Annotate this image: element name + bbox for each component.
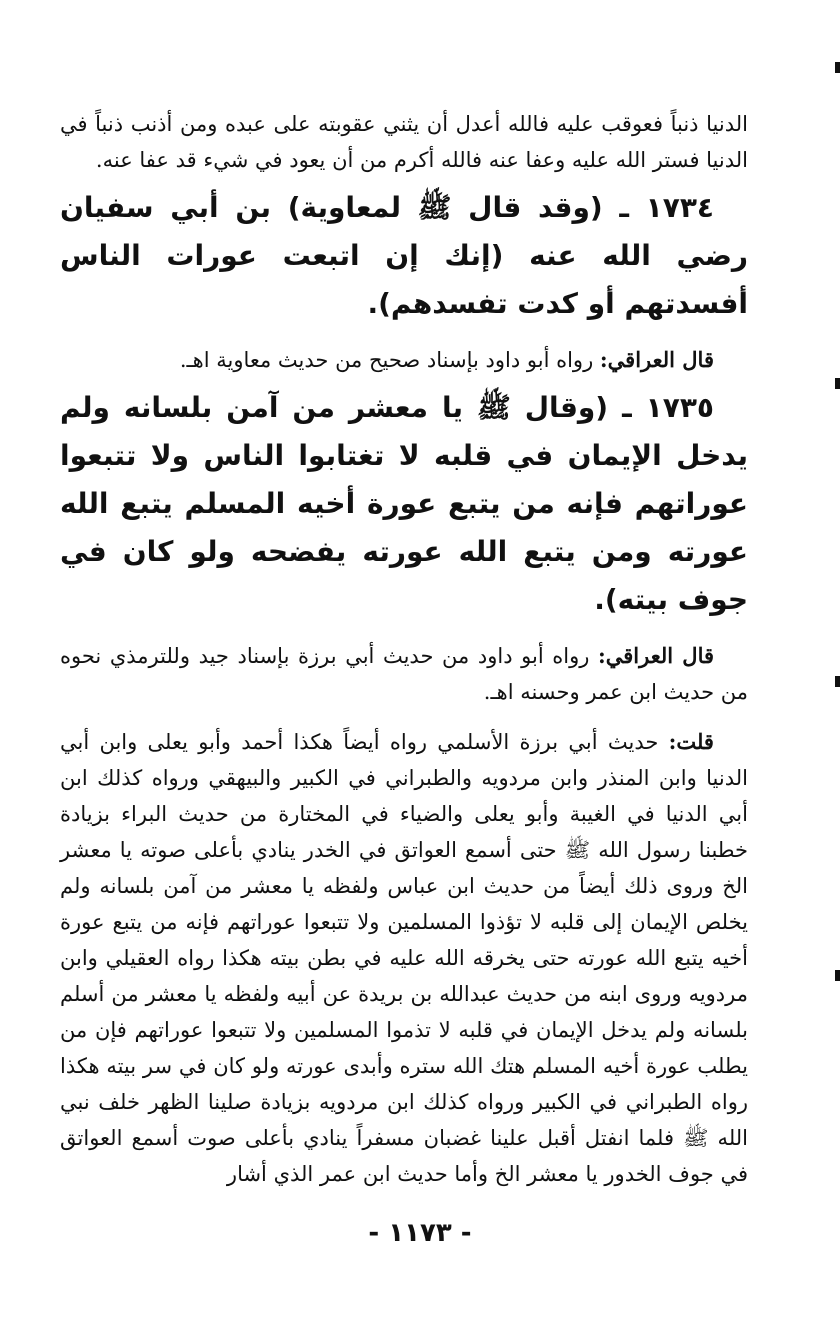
margin-mark xyxy=(835,62,840,73)
iraqi-commentary-1 xyxy=(60,342,748,378)
author-note xyxy=(60,724,748,1192)
page-number: - ١١٧٣ - xyxy=(368,1218,472,1248)
iraqi-label: قال العراقي: xyxy=(598,643,715,668)
qult-label: قلت: xyxy=(668,729,714,754)
hadith-1735: ١٧٣٥ ـ (وقال ﷺ يا معشر من آمن بلسانه ولم يدخل الإيمان في قلبه لا تغتابوا الناس ولا تتبعوا عوراتهم فإنه من يتبع عورة أخيه المسلم يتبع الله عورته ومن يتبع الله عورته يفضحه ولو كان في جوف بيته). xyxy=(60,391,748,616)
hadith-1734: ١٧٣٤ ـ (وقد قال ﷺ لمعاوية) بن أبي سفيان رضي الله عنه (إنك إن اتبعت عورات الناس أفسدتهم أو كدت تفسدهم). xyxy=(60,191,748,320)
iraqi-text: رواه أبو داود من حديث أبي برزة بإسناد جيد وللترمذي نحوه من حديث ابن عمر وحسنه اهـ. xyxy=(60,644,748,704)
iraqi-text: رواه أبو داود بإسناد صحيح من حديث معاوية اهـ. xyxy=(179,348,594,372)
margin-mark xyxy=(835,378,840,389)
qult-text: حديث أبي برزة الأسلمي رواه أيضاً هكذا أحمد وأبو يعلى وابن أبي الدنيا وابن المنذر وابن مردويه والطبراني في الكبير والبيهقي ورواه كذلك ابن أبي الدنيا في الغيبة وأبو يعلى والضياء في المختارة من حديث البراء بزيادة خطبنا رسول الله ﷺ حتى أسمع العواتق في الخدر ينادي بأعلى صوته يا معشر الخ وروى ذلك أيضاً من حديث ابن عباس ولفظه يا معشر من آمن بلسانه ولم يخلص الإيمان إلى قلبه لا تؤذوا المسلمين ولا تتبعوا عوراتهم فإنه من يتبع عورة أخيه يتبع الله عورته حتى يخرقه الله عليه في بطن بيته هكذا رواه العقيلي وابن مردويه وروى ابنه من حديث عبدالله بن بريدة عن أبيه ولفظه يا معشر من أسلم بلسانه ولم يدخل الإيمان في قلبه لا تذموا المسلمين ولا تتبعوا عوراتهم فإن من يطلب عورة أخيه المسلم هتك الله ستره وأبدى عورته ولو كان في سر بيته هكذا رواه الطبراني في الكبير ورواه كذلك ابن مردويه بزيادة صلينا الظهر خلف نبي الله ﷺ فلما انفتل أقبل علينا غضبان مسفراً ينادي بأعلى صوت أسمع العواتق في جوف الخدور يا معشر الخ وأما حديث ابن عمر الذي أشار xyxy=(60,730,748,1186)
margin-mark xyxy=(835,676,840,687)
page-body xyxy=(60,106,748,1192)
margin-mark xyxy=(835,970,840,981)
iraqi-commentary-2 xyxy=(60,638,748,710)
continuation-paragraph: الدنيا ذنباً فعوقب عليه فالله أعدل أن يثني عقوبته على عبده ومن أذنب ذنباً في الدنيا فستر الله عليه وعفا عنه فالله أكرم من أن يعود في شيء قد عفا عنه. xyxy=(60,112,748,172)
iraqi-label: قال العراقي: xyxy=(599,347,714,372)
